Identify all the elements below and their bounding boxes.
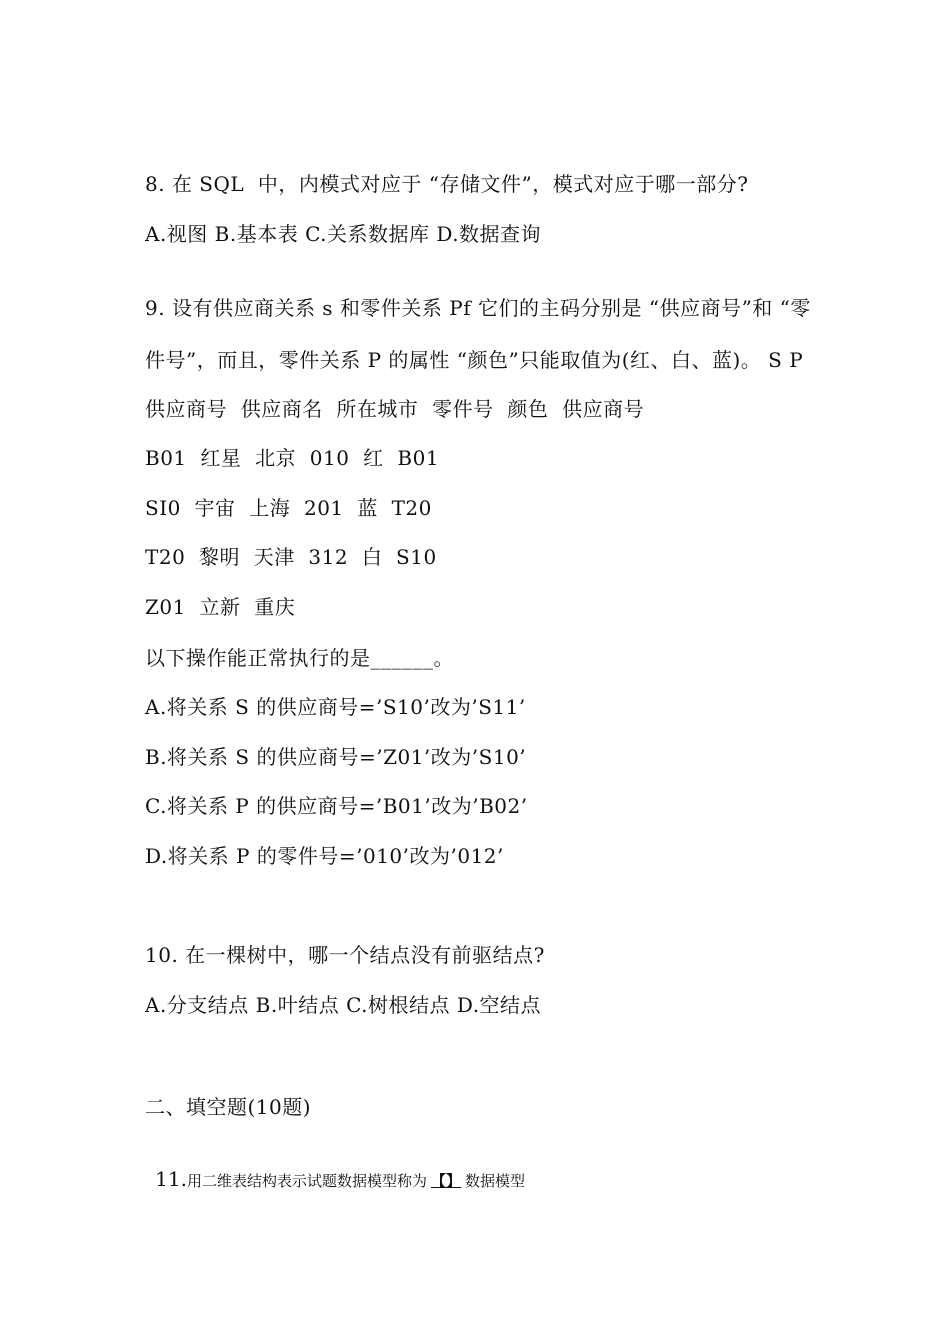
q11-blank: 【】 — [431, 1172, 462, 1190]
q11-line — [145, 1148, 525, 1191]
q8-options: A.视图 B.基本表 C.关系数据库 D.数据查询 — [145, 222, 542, 246]
q9-option-c: C.将关系 P 的供应商号=’B01’改为’B02’ — [145, 794, 528, 818]
q9-table-row: SI0 宇宙 上海 201 蓝 T20 — [145, 496, 432, 520]
q10-options: A.分支结点 B.叶结点 C.树根结点 D.空结点 — [145, 993, 542, 1017]
section2-heading: 二、填空题(10题) — [145, 1095, 312, 1119]
q9-prompt: 以下操作能正常执行的是______。 — [145, 646, 454, 670]
q9-table-row: T20 黎明 天津 312 白 S10 — [145, 545, 437, 569]
q11-text: 用二维表结构表示试题数据模型称为 — [186, 1172, 427, 1190]
q11-number: 11. — [155, 1167, 187, 1191]
q9-option-d: D.将关系 P 的零件号=’010’改为’012’ — [145, 844, 504, 868]
q9-stem-line1: 9. 设有供应商关系 s 和零件关系 Pf 它们的主码分别是 “供应商号”和 “零 — [145, 296, 811, 320]
q9-table-row: B01 红星 北京 010 红 B01 — [145, 446, 440, 470]
q9-stem-line2: 件号”，而且，零件关系 P 的属性 “颜色”只能取值为(红、白、蓝)。 S P — [145, 348, 804, 372]
q10-stem: 10. 在一棵树中，哪一个结点没有前驱结点? — [145, 943, 545, 967]
q9-option-a: A.将关系 S 的供应商号=’S10’改为’S11’ — [145, 695, 526, 719]
q9-option-b: B.将关系 S 的供应商号=’Z01’改为’S10’ — [145, 745, 527, 769]
q11-suffix: 数据模型 — [465, 1172, 526, 1190]
q8-stem: 8. 在 SQL 中，内模式对应于 “存储文件”，模式对应于哪一部分? — [145, 172, 749, 196]
q9-table-row: Z01 立新 重庆 — [145, 595, 296, 619]
q9-table-header: 供应商号 供应商名 所在城市 零件号 颜色 供应商号 — [145, 397, 645, 421]
